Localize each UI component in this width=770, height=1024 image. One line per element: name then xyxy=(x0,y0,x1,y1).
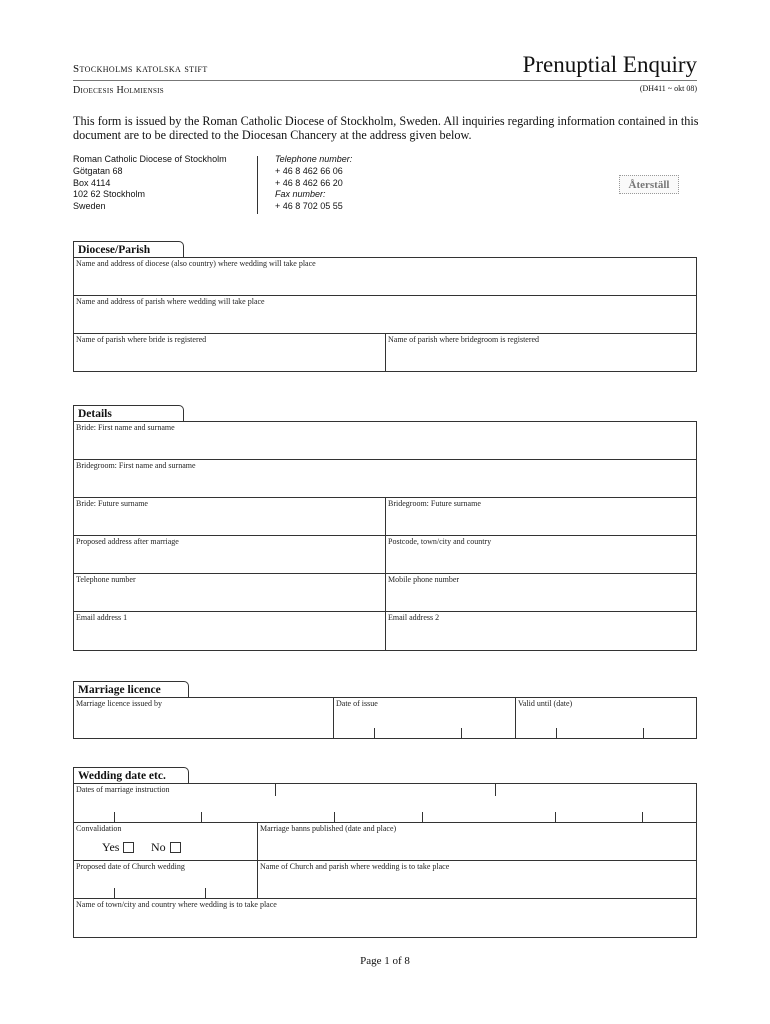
email-1-field[interactable] xyxy=(74,612,386,650)
date-tick xyxy=(556,728,557,738)
date-tick xyxy=(205,888,206,898)
field-label: Name of parish where bride is registered xyxy=(76,335,207,344)
section-tab-licence: Marriage licence xyxy=(73,681,189,698)
wedding-town-field[interactable] xyxy=(74,899,696,937)
yes-checkbox[interactable] xyxy=(123,842,134,853)
field-label: Bridegroom: First name and surname xyxy=(76,461,196,470)
date-tick xyxy=(201,812,202,822)
address-after-marriage-field[interactable] xyxy=(74,536,386,574)
contact-block xyxy=(275,154,352,213)
date-tick xyxy=(495,784,496,796)
field-label: Name of town/city and country where wedding is to take place xyxy=(76,900,277,909)
diocese-form-frame xyxy=(73,257,697,372)
convalidation-field xyxy=(74,823,258,861)
mobile-field[interactable] xyxy=(386,574,696,612)
field-label: Name of parish where bridegroom is registered xyxy=(388,335,540,344)
valid-until-field[interactable] xyxy=(516,698,696,738)
date-tick xyxy=(334,812,335,822)
date-tick xyxy=(374,728,375,738)
groom-future-surname-field[interactable] xyxy=(386,498,696,536)
yes-label: Yes xyxy=(102,840,120,854)
licence-form-frame xyxy=(73,697,697,739)
field-label: Name and address of diocese (also country) where wedding will take place xyxy=(76,259,316,268)
field-label: Email address 2 xyxy=(388,613,440,622)
phone-number-1: + 46 8 462 66 06 xyxy=(275,165,343,176)
org-name: Stockholms katolska stift xyxy=(73,63,208,75)
address-divider xyxy=(257,156,258,214)
field-label: Proposed address after marriage xyxy=(76,537,179,546)
field-label: Marriage licence issued by xyxy=(76,699,162,708)
field-label: Bride: Future surname xyxy=(76,499,148,508)
church-parish-field[interactable] xyxy=(258,861,696,899)
fax-number: + 46 8 702 05 55 xyxy=(275,201,343,212)
date-tick xyxy=(114,812,115,822)
field-label: Bridegroom: Future surname xyxy=(388,499,481,508)
date-tick xyxy=(642,812,643,822)
address-line: Box 4114 xyxy=(73,177,111,188)
bride-future-surname-field[interactable] xyxy=(74,498,386,536)
details-form-frame xyxy=(73,421,697,651)
address-line: Sweden xyxy=(73,201,106,212)
date-tick xyxy=(461,728,462,738)
section-tab-details: Details xyxy=(73,405,184,422)
convalidation-yes xyxy=(102,840,134,855)
intro-text: This form is issued by the Roman Catholic Diocese of Stockholm, Sweden. All inquiries regarding information contained in this document are to be directed to the Diocesan Chancery at the address given below. xyxy=(73,114,699,142)
email-2-field[interactable] xyxy=(386,612,696,650)
bride-name-field[interactable] xyxy=(74,422,696,460)
convalidation-no xyxy=(151,840,181,855)
phone-label: Telephone number: xyxy=(275,154,353,164)
form-title: Prenuptial Enquiry xyxy=(522,52,697,77)
telephone-field[interactable] xyxy=(74,574,386,612)
field-label: Valid until (date) xyxy=(518,699,573,708)
page-number: Page 1 of 8 xyxy=(360,955,410,967)
date-tick xyxy=(275,784,276,796)
header-rule xyxy=(73,80,697,81)
no-checkbox[interactable] xyxy=(170,842,181,853)
banns-field[interactable] xyxy=(258,823,696,861)
field-label: Telephone number xyxy=(76,575,136,584)
field-label: Marriage banns published (date and place) xyxy=(260,824,397,833)
fax-label: Fax number: xyxy=(275,189,326,200)
field-label: Date of issue xyxy=(336,699,378,708)
groom-name-field[interactable] xyxy=(74,460,696,498)
date-tick xyxy=(643,728,644,738)
date-tick xyxy=(422,812,423,822)
field-label: Convalidation xyxy=(76,824,122,833)
section-tab-diocese: Diocese/Parish xyxy=(73,241,184,258)
field-label: Proposed date of Church wedding xyxy=(76,862,185,871)
field-label: Mobile phone number xyxy=(388,575,460,584)
org-latin-name: Dioecesis Holmiensis xyxy=(73,85,165,96)
date-tick xyxy=(555,812,556,822)
address-line: Götgatan 68 xyxy=(73,165,123,176)
date-of-issue-field[interactable] xyxy=(334,698,516,738)
field-label: Name of Church and parish where wedding is to take place xyxy=(260,862,450,871)
bride-parish-field[interactable] xyxy=(74,334,386,371)
field-label: Dates of marriage instruction xyxy=(76,785,170,794)
licence-issued-by-field[interactable] xyxy=(74,698,334,738)
section-tab-wedding: Wedding date etc. xyxy=(73,767,189,784)
reset-button[interactable]: Återställ xyxy=(619,175,679,194)
wedding-form-frame xyxy=(73,783,697,938)
groom-parish-field[interactable] xyxy=(386,334,696,371)
address-block xyxy=(73,154,227,213)
diocese-field[interactable] xyxy=(74,258,696,296)
date-tick xyxy=(114,888,115,898)
phone-number-2: + 46 8 462 66 20 xyxy=(275,177,343,188)
church-wedding-date-field[interactable] xyxy=(74,861,258,899)
field-label: Name and address of parish where wedding will take place xyxy=(76,297,265,306)
parish-field[interactable] xyxy=(74,296,696,334)
instruction-dates-field[interactable] xyxy=(74,784,696,823)
postcode-field[interactable] xyxy=(386,536,696,574)
field-label: Postcode, town/city and country xyxy=(388,537,492,546)
address-line: Roman Catholic Diocese of Stockholm xyxy=(73,154,227,164)
no-label: No xyxy=(151,840,166,854)
address-line: 102 62 Stockholm xyxy=(73,189,146,200)
field-label: Bride: First name and surname xyxy=(76,423,175,432)
form-code: (DH411 ~ okt 08) xyxy=(639,84,697,93)
field-label: Email address 1 xyxy=(76,613,128,622)
